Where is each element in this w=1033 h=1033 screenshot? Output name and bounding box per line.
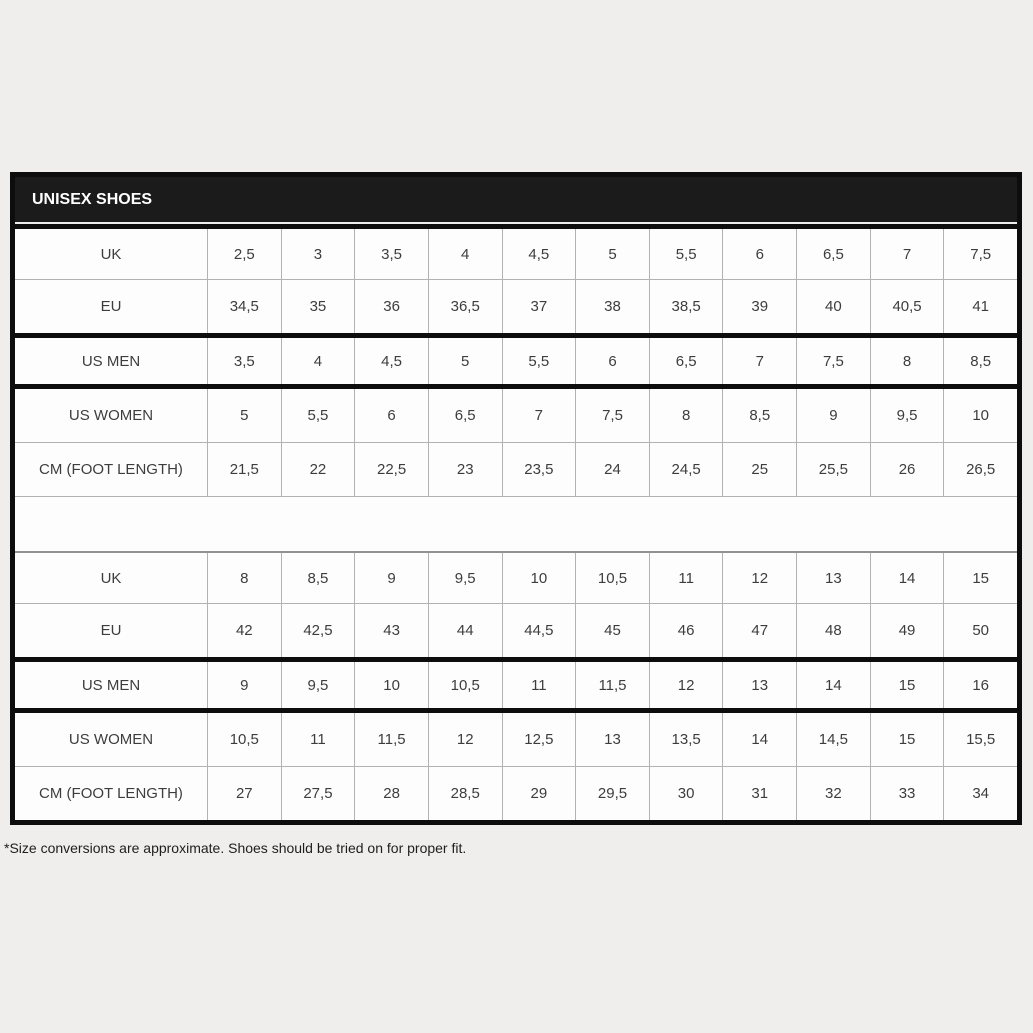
size-value-cell: 5,5 xyxy=(649,229,723,279)
size-value-cell: 9 xyxy=(354,553,428,603)
size-value-cell: 6,5 xyxy=(428,389,502,442)
size-value-cell: 6 xyxy=(575,338,649,384)
size-value-cell: 29 xyxy=(502,767,576,820)
size-value-cell: 10,5 xyxy=(428,662,502,708)
size-value-cell: 9,5 xyxy=(281,662,355,708)
size-value-cell: 14 xyxy=(796,662,870,708)
size-value-cell: 26 xyxy=(870,443,944,496)
size-value-cell: 31 xyxy=(722,767,796,820)
size-value-cell: 13 xyxy=(575,713,649,766)
size-value-cell: 11 xyxy=(649,553,723,603)
size-value-cell: 34 xyxy=(943,767,1017,820)
size-value-cell: 9,5 xyxy=(870,389,944,442)
row-label: CM (FOOT LENGTH) xyxy=(39,785,183,802)
size-value-cell: 22 xyxy=(281,443,355,496)
size-value-cell: 15 xyxy=(870,713,944,766)
size-value-cell: 28,5 xyxy=(428,767,502,820)
size-value-cell: 28 xyxy=(354,767,428,820)
table-title: UNISEX SHOES xyxy=(32,190,153,208)
table-row-us-men xyxy=(15,338,1017,389)
size-value-cell: 3,5 xyxy=(207,338,281,384)
table-row-cm-foot-length xyxy=(15,767,1017,820)
size-value-cell: 23 xyxy=(428,443,502,496)
size-value-cell: 5,5 xyxy=(502,338,576,384)
size-value-cell: 7,5 xyxy=(575,389,649,442)
size-value-cell: 7,5 xyxy=(796,338,870,384)
size-value-cell: 11 xyxy=(502,662,576,708)
size-value-cell: 40,5 xyxy=(870,280,944,333)
size-value-cell: 36,5 xyxy=(428,280,502,333)
size-value-cell: 15,5 xyxy=(943,713,1017,766)
row-label: CM (FOOT LENGTH) xyxy=(39,461,183,478)
size-value-cell: 16 xyxy=(943,662,1017,708)
size-value-cell: 33 xyxy=(870,767,944,820)
size-value-cell: 14 xyxy=(870,553,944,603)
size-value-cell: 7 xyxy=(870,229,944,279)
table-header-bar xyxy=(15,177,1017,222)
size-value-cell: 34,5 xyxy=(207,280,281,333)
size-value-cell: 7 xyxy=(502,389,576,442)
size-value-cell: 5 xyxy=(207,389,281,442)
size-value-cell: 40 xyxy=(796,280,870,333)
size-value-cell: 5 xyxy=(575,229,649,279)
size-value-cell: 35 xyxy=(281,280,355,333)
size-value-cell: 48 xyxy=(796,604,870,657)
size-value-cell: 6 xyxy=(354,389,428,442)
size-value-cell: 9,5 xyxy=(428,553,502,603)
size-value-cell: 44 xyxy=(428,604,502,657)
size-value-cell: 37 xyxy=(502,280,576,333)
size-value-cell: 25,5 xyxy=(796,443,870,496)
size-value-cell: 12 xyxy=(722,553,796,603)
size-value-cell: 49 xyxy=(870,604,944,657)
size-value-cell: 12 xyxy=(428,713,502,766)
table-row-cm-foot-length xyxy=(15,443,1017,497)
size-value-cell: 32 xyxy=(796,767,870,820)
size-value-cell: 8 xyxy=(649,389,723,442)
table-row-uk xyxy=(15,229,1017,280)
size-value-cell: 8,5 xyxy=(943,338,1017,384)
size-value-cell: 13,5 xyxy=(649,713,723,766)
size-value-cell: 2,5 xyxy=(207,229,281,279)
size-value-cell: 13 xyxy=(796,553,870,603)
size-value-cell: 11,5 xyxy=(575,662,649,708)
size-value-cell: 4,5 xyxy=(502,229,576,279)
size-value-cell: 30 xyxy=(649,767,723,820)
size-value-cell: 4 xyxy=(428,229,502,279)
size-value-cell: 50 xyxy=(943,604,1017,657)
size-value-cell: 9 xyxy=(207,662,281,708)
table-row-eu xyxy=(15,604,1017,662)
size-value-cell: 5 xyxy=(428,338,502,384)
row-label: US MEN xyxy=(81,352,141,370)
size-value-cell: 15 xyxy=(870,662,944,708)
size-value-cell: 13 xyxy=(722,662,796,708)
size-value-cell: 26,5 xyxy=(943,443,1017,496)
size-value-cell: 38 xyxy=(575,280,649,333)
size-value-cell: 27 xyxy=(207,767,281,820)
size-value-cell: 14,5 xyxy=(796,713,870,766)
size-value-cell: 6 xyxy=(722,229,796,279)
size-value-cell: 11 xyxy=(281,713,355,766)
size-value-cell: 10 xyxy=(502,553,576,603)
size-value-cell: 10,5 xyxy=(207,713,281,766)
size-value-cell: 8,5 xyxy=(281,553,355,603)
spacer-row xyxy=(15,497,1017,553)
table-row-us-women xyxy=(15,389,1017,443)
row-label: US MEN xyxy=(81,676,141,694)
size-value-cell: 47 xyxy=(722,604,796,657)
size-value-cell: 36 xyxy=(354,280,428,333)
size-value-cell: 5,5 xyxy=(281,389,355,442)
size-value-cell: 29,5 xyxy=(575,767,649,820)
size-value-cell: 21,5 xyxy=(207,443,281,496)
size-value-cell: 7 xyxy=(722,338,796,384)
row-label: US WOMEN xyxy=(68,731,154,748)
size-value-cell: 6,5 xyxy=(796,229,870,279)
table-row-eu xyxy=(15,280,1017,338)
size-value-cell: 38,5 xyxy=(649,280,723,333)
size-value-cell: 24,5 xyxy=(649,443,723,496)
table-row-uk xyxy=(15,553,1017,604)
size-value-cell: 4 xyxy=(281,338,355,384)
size-value-cell: 4,5 xyxy=(354,338,428,384)
size-value-cell: 42 xyxy=(207,604,281,657)
size-value-cell: 3,5 xyxy=(354,229,428,279)
size-value-cell: 45 xyxy=(575,604,649,657)
row-label: UK xyxy=(100,245,122,263)
size-value-cell: 10 xyxy=(943,389,1017,442)
row-label: EU xyxy=(100,622,122,639)
size-value-cell: 25 xyxy=(722,443,796,496)
size-value-cell: 8 xyxy=(870,338,944,384)
size-value-cell: 8,5 xyxy=(722,389,796,442)
size-value-cell: 15 xyxy=(943,553,1017,603)
size-value-cell: 10,5 xyxy=(575,553,649,603)
size-value-cell: 42,5 xyxy=(281,604,355,657)
row-label: US WOMEN xyxy=(68,407,154,424)
size-value-cell: 22,5 xyxy=(354,443,428,496)
size-value-cell: 14 xyxy=(722,713,796,766)
table-row-us-men xyxy=(15,662,1017,713)
size-value-cell: 12 xyxy=(649,662,723,708)
size-value-cell: 41 xyxy=(943,280,1017,333)
size-value-cell: 10 xyxy=(354,662,428,708)
size-conversion-table xyxy=(10,172,1022,825)
size-value-cell: 46 xyxy=(649,604,723,657)
size-value-cell: 11,5 xyxy=(354,713,428,766)
size-value-cell: 24 xyxy=(575,443,649,496)
size-value-cell: 44,5 xyxy=(502,604,576,657)
size-value-cell: 6,5 xyxy=(649,338,723,384)
size-value-cell: 3 xyxy=(281,229,355,279)
table-body xyxy=(15,224,1017,820)
size-value-cell: 9 xyxy=(796,389,870,442)
size-value-cell: 7,5 xyxy=(943,229,1017,279)
size-value-cell: 23,5 xyxy=(502,443,576,496)
size-value-cell: 8 xyxy=(207,553,281,603)
table-row-us-women xyxy=(15,713,1017,767)
size-value-cell: 43 xyxy=(354,604,428,657)
size-value-cell: 39 xyxy=(722,280,796,333)
footnote: *Size conversions are approximate. Shoes should be tried on for proper fit. xyxy=(4,840,467,856)
row-label: UK xyxy=(100,569,122,587)
size-value-cell: 27,5 xyxy=(281,767,355,820)
row-label: EU xyxy=(100,298,122,315)
size-value-cell: 12,5 xyxy=(502,713,576,766)
